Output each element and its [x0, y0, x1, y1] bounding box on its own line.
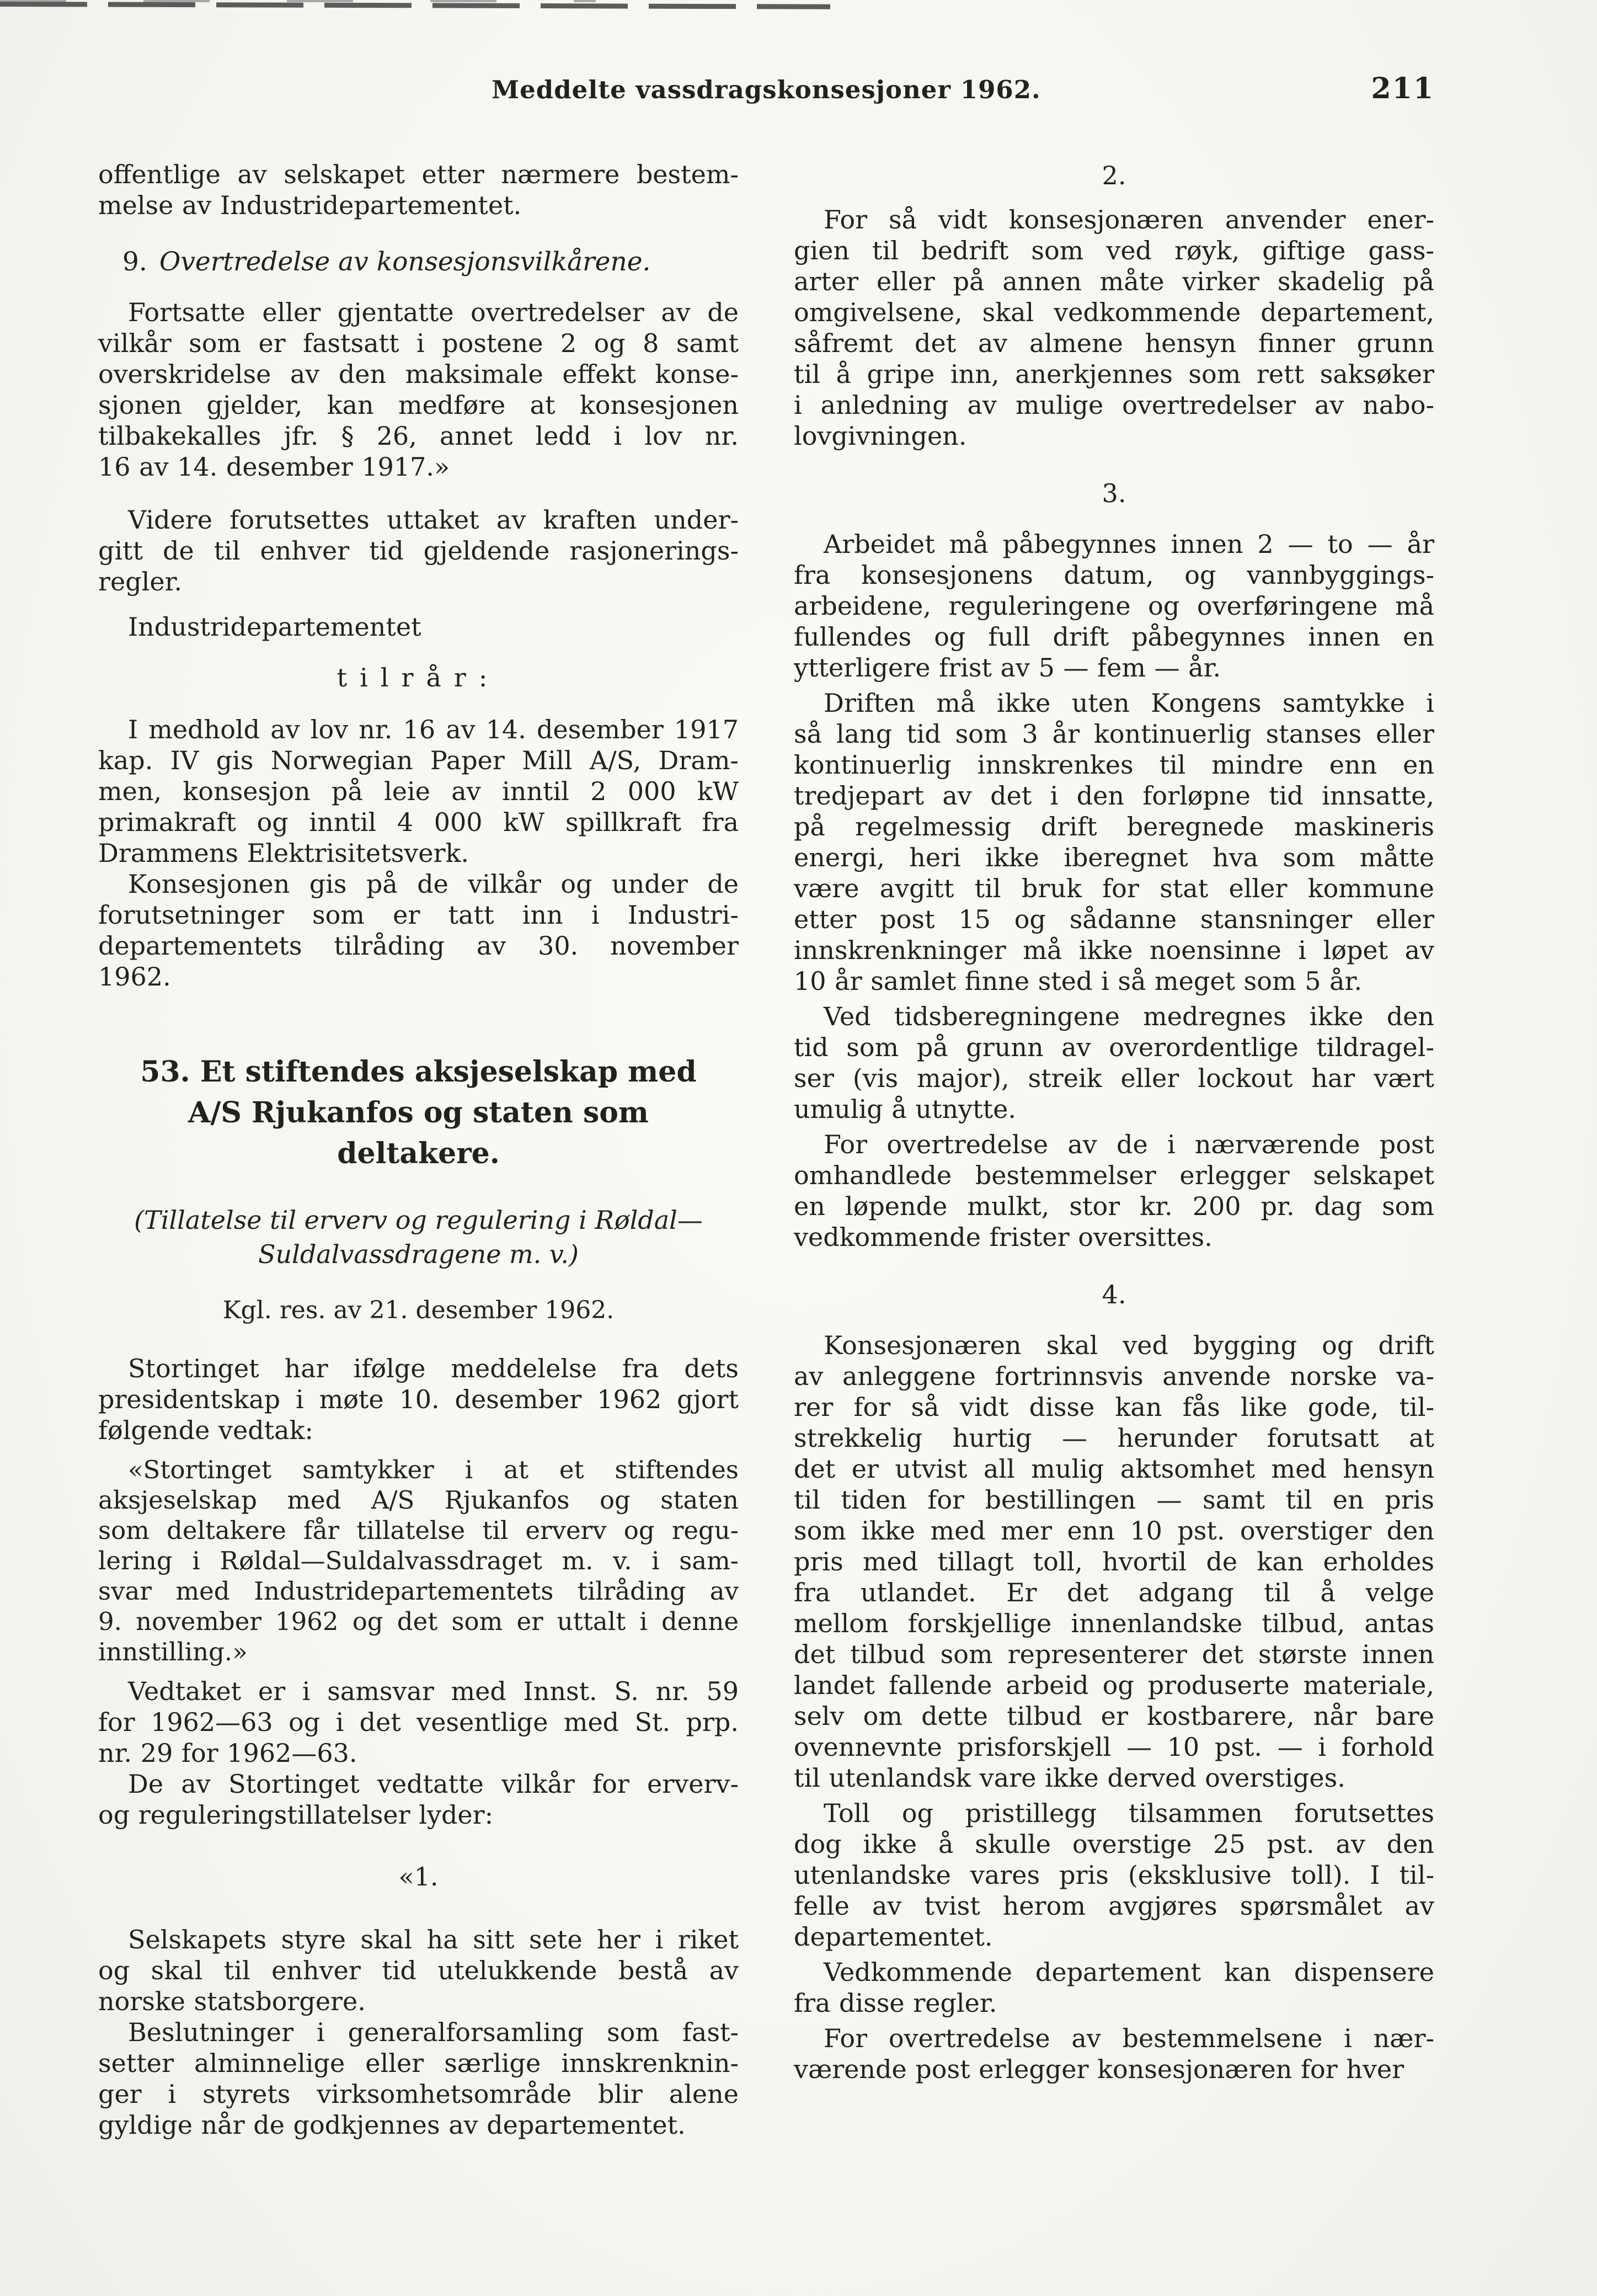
paragraph-konsesjonen: [98, 869, 739, 992]
text-line: vedkommende frister oversittes.: [794, 1222, 1213, 1252]
text-line: innstilling.»: [98, 1637, 248, 1666]
paragraph-ved-tidsberegningene: [794, 1001, 1434, 1125]
paragraph-videre: [98, 504, 739, 597]
text-line: offentlige av selskapet etter nærmere bestem-: [98, 159, 739, 189]
paragraph-vedtaket: [98, 1676, 739, 1768]
paragraph-overtredelse-naervaerende: [794, 2023, 1434, 2085]
text-line: Stortinget har ifølge meddelelse fra dets: [128, 1354, 739, 1383]
department-label: Industridepartementet: [128, 612, 421, 642]
text-line: 16 av 14. desember 1917.»: [98, 452, 450, 482]
page-number: 211: [1371, 72, 1434, 105]
text-line: regler.: [98, 567, 183, 596]
text-line: A/S Rjukanfos og staten som: [188, 1096, 649, 1130]
text-line: 10 år samlet finne sted i så meget som 5 år.: [794, 966, 1363, 996]
text-line: Vedtaket er i samsvar med Innst. S. nr. 59: [128, 1676, 739, 1706]
paragraph-fortsatte: [98, 297, 739, 482]
text-line: primakraft og inntil 4 000 kW spillkraft fra: [98, 807, 739, 837]
paragraph-toll: [794, 1798, 1434, 1952]
section-53-heading: [98, 1052, 739, 1174]
text-line: etter post 15 og sådanne stansninger eller: [794, 904, 1434, 934]
left-column: [98, 159, 739, 2140]
text-line: Konsesjonen gis på de vilkår og under de: [128, 869, 739, 899]
running-head: [98, 72, 1434, 108]
text-line: som ikke med mer enn 10 pst. overstiger den: [794, 1516, 1434, 1546]
text-line: pris med tillagt toll, hvortil de kan erholdes: [794, 1547, 1434, 1576]
text-line: lovgivningen.: [794, 421, 967, 451]
text-line: for 1962—63 og i det vesentlige med St. prp.: [98, 1707, 739, 1737]
text-line: De av Stortinget vedtatte vilkår for erverv-: [128, 1769, 739, 1799]
text-line: det er utvist all mulig aktsomhet med hensyn: [794, 1454, 1434, 1484]
text-line: (Tillatelse til erverv og regulering i Røldal—: [134, 1205, 703, 1235]
text-line: Videre forutsettes uttaket av kraften under-: [128, 505, 739, 535]
paragraph-overtredelse-post: [794, 1129, 1434, 1253]
text-line: det tilbud som representerer det største innen: [794, 1639, 1434, 1669]
text-line: Fortsatte eller gjentatte overtredelser av de: [128, 297, 739, 327]
text-line: gitt de til enhver tid gjeldende rasjonerings-: [98, 536, 739, 566]
section-53-subtitle: [98, 1203, 739, 1271]
text-line: og skal til enhver tid utelukkende bestå av: [98, 1956, 739, 1985]
text-line: så lang tid som 3 år kontinuerlig stanses eller: [794, 719, 1434, 749]
scan-edge-artifact-light: [0, 0, 596, 2]
text-line: 9. november 1962 og det som er uttalt i denne: [98, 1607, 739, 1636]
paragraph-beslutninger: [98, 2017, 739, 2140]
text-line: kontinuerlig innskrenkes til mindre enn en: [794, 750, 1434, 780]
text-line: tid som på grunn av overordentlige tildragel-: [794, 1032, 1434, 1062]
text-line: aksjeselskap med A/S Rjukanfos og staten: [98, 1485, 739, 1515]
text-line: Toll og pristillegg tilsammen forutsettes: [824, 1798, 1434, 1828]
text-line: innskrenkninger må ikke noensinne i løpet av: [794, 935, 1434, 965]
text-line: felle av tvist herom avgjøres spørsmålet av: [794, 1891, 1434, 1921]
paragraph-stortinget: [98, 1353, 739, 1446]
text-line: sjonen gjelder, kan medføre at konsesjonen: [98, 390, 739, 420]
text-line: fra konsesjonens datum, og vannbyggings-: [794, 560, 1434, 590]
section-9-heading: [98, 246, 739, 278]
running-title: Meddelte vassdragskonsesjoner 1962.: [492, 75, 1041, 104]
text-line: og reguleringstillatelser lyder:: [98, 1800, 494, 1830]
text-line: til å gripe inn, anerkjennes som rett saksøker: [794, 359, 1434, 389]
text-line: fra disse regler.: [794, 1988, 997, 2018]
text-line: såfremt det av almene hensyn finner grunn: [794, 328, 1434, 358]
text-line: 1962.: [98, 962, 171, 992]
text-line: følgende vedtak:: [98, 1415, 313, 1445]
text-line: arbeidene, reguleringene og overføringene må: [794, 591, 1434, 621]
scan-edge-artifact: [0, 2, 830, 9]
text-line: dog ikke å skulle overstige 25 pst. av den: [794, 1829, 1434, 1859]
text-line: ger i styrets virksomhetsområde blir alene: [98, 2079, 739, 2109]
text-line: vilkår som er fastsatt i postene 2 og 8 samt: [98, 328, 739, 358]
text-line: ovennevnte prisforskjell — 10 pst. — i forhold: [794, 1732, 1434, 1762]
text-line: energi, heri ikke iberegnet hva som måtte: [794, 843, 1434, 872]
paragraph-for-saa-vidt: [794, 204, 1434, 451]
quote-stortinget-vedtak: [98, 1455, 739, 1667]
two-column-text-block: [98, 159, 1434, 2140]
text-line: mellom forskjellige innenlandske tilbud, antas: [794, 1608, 1434, 1638]
right-column: [794, 159, 1434, 2140]
text-line: departementet.: [794, 1922, 993, 1952]
text-line: arter eller på annen måte virker skadelig på: [794, 267, 1434, 296]
text-line: til utenlandsk vare ikke derved overstiges.: [794, 1763, 1345, 1793]
clause-4-number: 4.: [1102, 1280, 1126, 1309]
text-line: selv om dette tilbud er kostbarere, når bare: [794, 1701, 1434, 1731]
text-line: men, konsesjon på leie av inntil 2 000 kW: [98, 776, 739, 806]
text-line: gien til bedrift som ved røyk, giftige gass-: [794, 236, 1434, 265]
text-line: strekkelig hurtig — herunder forutsatt at: [794, 1423, 1434, 1453]
text-line: omgivelsene, skal vedkommende departement,: [794, 297, 1434, 327]
text-line: «Stortinget samtykker i at et stiftendes: [128, 1455, 739, 1484]
text-line: Suldalvassdragene m. v.): [258, 1239, 579, 1269]
clause-3-number: 3.: [1102, 478, 1126, 508]
text-line: For overtredelse av de i nærværende post: [824, 1130, 1434, 1159]
text-line: ytterligere frist av 5 — fem — år.: [794, 653, 1221, 683]
text-line: være avgitt til bruk for stat eller kommune: [794, 873, 1434, 903]
text-line: Arbeidet må påbegynnes innen 2 — to — år: [824, 529, 1434, 559]
text-line: svar med Industridepartementets tilråding av: [98, 1576, 739, 1606]
text-line: en løpende mulkt, stor kr. 200 pr. dag som: [794, 1191, 1434, 1221]
text-line: kap. IV gis Norwegian Paper Mill A/S, Dram-: [98, 745, 739, 775]
paragraph-medhold: [98, 714, 739, 869]
text-line: omhandlede bestemmelser erlegger selskapet: [794, 1160, 1434, 1190]
section-9-number: 9.: [122, 247, 147, 277]
text-line: i anledning av mulige overtredelser av nabo-: [794, 390, 1434, 420]
clause-1-number: «1.: [398, 1862, 439, 1892]
text-line: I medhold av lov nr. 16 av 14. desember 1917: [128, 715, 739, 744]
paragraph-continuation: [98, 159, 739, 221]
text-line: norske statsborgere.: [98, 1986, 366, 2016]
text-line: som deltakere får tillatelse til erverv og regu-: [98, 1516, 739, 1545]
text-line: til tiden for bestillingen — samt til en pris: [794, 1485, 1434, 1515]
text-line: departementets tilråding av 30. november: [98, 931, 739, 961]
text-line: rer for så vidt disse kan fås like gode, til-: [794, 1392, 1434, 1422]
text-line: gyldige når de godkjennes av departementet.: [98, 2110, 686, 2140]
text-line: Konsesjonæren skal ved bygging og drift: [824, 1330, 1434, 1360]
paragraph-selskapets-styre: [98, 1924, 739, 2017]
text-line: ser (vis major), streik eller lockout har vært: [794, 1063, 1434, 1093]
text-line: melse av Industridepartementet.: [98, 190, 522, 220]
text-line: Driften må ikke uten Kongens samtykke i: [824, 688, 1434, 718]
text-line: nr. 29 for 1962—63.: [98, 1738, 357, 1768]
text-line: tredjepart av det i den forløpne tid innsatte,: [794, 781, 1434, 811]
text-line: på regelmessig drift beregnede maskineris: [794, 812, 1434, 841]
text-line: Drammens Elektrisitetsverk.: [98, 838, 469, 868]
clause-2-number: 2.: [1102, 161, 1126, 190]
text-line: Beslutninger i generalforsamling som fast-: [128, 2017, 739, 2047]
text-line: lering i Røldal—Suldalvassdraget m. v. i sam-: [98, 1546, 739, 1575]
text-line: forutsetninger som er tatt inn i Industri-: [98, 900, 739, 930]
text-line: værende post erlegger konsesjonæren for hver: [794, 2054, 1404, 2084]
paragraph-konsesjonaeren: [794, 1330, 1434, 1793]
text-line: presidentskap i møte 10. desember 1962 gjort: [98, 1384, 739, 1414]
text-line: umulig å utnytte.: [794, 1094, 1016, 1124]
text-line: Selskapets styre skal ha sitt sete her i riket: [128, 1925, 739, 1954]
tilraar-label: tilrår:: [337, 663, 500, 692]
royal-resolution-line: Kgl. res. av 21. desember 1962.: [222, 1296, 615, 1324]
paragraph-driften: [794, 688, 1434, 997]
text-line: 53. Et stiftendes aksjeselskap med: [140, 1055, 697, 1089]
text-line: Vedkommende departement kan dispensere: [824, 1957, 1434, 1987]
text-line: fra utlandet. Er det adgang til å velge: [794, 1578, 1434, 1607]
text-line: utenlandske vares pris (eksklusive toll). I til-: [794, 1860, 1434, 1890]
text-line: fullendes og full drift påbegynnes innen en: [794, 622, 1434, 652]
text-line: deltakere.: [337, 1137, 500, 1170]
text-line: overskridelse av den maksimale effekt konse-: [98, 359, 739, 389]
text-line: tilbakekalles jfr. § 26, annet ledd i lov nr.: [98, 421, 739, 451]
paragraph-dispensere: [794, 1957, 1434, 2018]
text-line: landet fallende arbeid og produserte materiale,: [794, 1670, 1434, 1700]
text-line: setter alminnelige eller særlige innskrenknin-: [98, 2048, 739, 2078]
paragraph-arbeidet: [794, 529, 1434, 683]
text-line: av anleggene fortrinnsvis anvende norske va-: [794, 1361, 1434, 1391]
text-line: For overtredelse av bestemmelsene i nær-: [824, 2023, 1434, 2053]
text-line: For så vidt konsesjonæren anvender ener-: [824, 205, 1434, 235]
paragraph-de-av-stortinget: [98, 1768, 739, 1830]
text-line: Ved tidsberegningene medregnes ikke den: [824, 1001, 1434, 1031]
section-9-title: Overtredelse av konsesjonsvilkårene.: [159, 247, 651, 277]
